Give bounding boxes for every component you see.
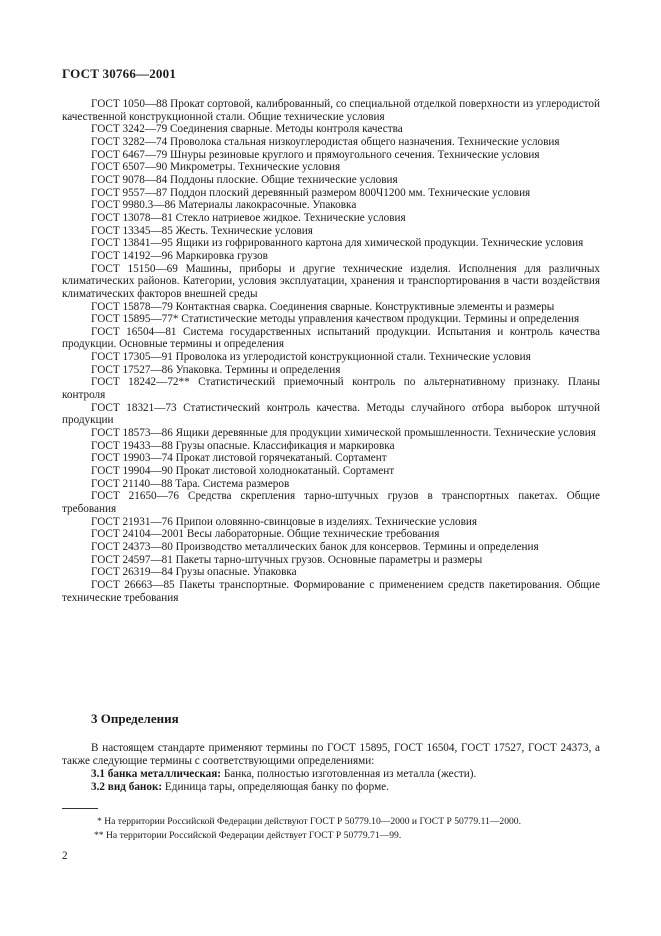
definition-item	[62, 768, 600, 781]
reference-item: ГОСТ 18573—86 Ящики деревянные для продукции химической промышленности. Технические условия	[91, 427, 596, 440]
footnote: * На территории Российской Федерации действуют ГОСТ Р 50779.10—2000 и ГОСТ Р 50779.11—2000.	[97, 816, 522, 827]
reference-item: ГОСТ 21650—76 Средства скрепления тарно-штучных грузов в транспортных пакетах. Общие требования	[62, 490, 600, 515]
definition-text: Единица тары, определяющая банку по форме.	[162, 781, 389, 793]
reference-item: ГОСТ 21931—76 Припои оловянно-свинцовые в изделиях. Технические условия	[91, 515, 478, 528]
footnote-divider	[62, 808, 98, 809]
document-header: ГОСТ 30766—2001	[62, 66, 177, 81]
reference-item: ГОСТ 17305—91 Проволока из углеродистой конструкционной стали. Технические условия	[91, 351, 531, 364]
normative-references-list	[62, 98, 600, 604]
definition-item	[62, 781, 600, 794]
reference-item: ГОСТ 19904—90 Прокат листовой холоднокатаный. Сортамент	[91, 465, 395, 478]
reference-item: ГОСТ 18242—72** Статистический приемочный контроль по альтернативному признаку. Планы контроля	[62, 376, 600, 402]
reference-item: ГОСТ 9078—84 Поддоны плоские. Общие технические условия	[91, 173, 398, 186]
reference-item: ГОСТ 16504—81 Система государственных испытаний продукции. Испытания и контроль качества продукции. Основные термины и определения	[62, 325, 600, 351]
reference-item: ГОСТ 3282—74 Проволока стальная низкоуглеродистая общего назначения. Технические условия	[91, 135, 560, 148]
reference-item: ГОСТ 13078—81 Стекло натриевое жидкое. Технические условия	[91, 211, 406, 224]
reference-item: ГОСТ 6507—90 Микрометры. Технические условия	[91, 161, 341, 174]
reference-item: ГОСТ 14192—96 Маркировка грузов	[91, 249, 268, 262]
definition-text: Банка, полностью изготовленная из металла (жести).	[221, 768, 477, 780]
reference-item: ГОСТ 1050—88 Прокат сортовой, калиброванный, со специальной отделкой поверхности из углеродистой качественной конструкционной стали. Общие технические условия	[62, 98, 600, 123]
reference-item: ГОСТ 24597—81 Пакеты тарно-штучных грузов. Основные параметры и размеры	[91, 553, 483, 566]
reference-item: ГОСТ 9557—87 Поддон плоский деревянный размером 800Ч1200 мм. Технические условия	[91, 186, 531, 199]
reference-item: ГОСТ 24373—80 Производство металлических банок для консервов. Термины и определения	[91, 540, 539, 553]
footnote: ** На территории Российской Федерации действует ГОСТ Р 50779.71—99.	[94, 830, 402, 841]
reference-item: ГОСТ 17527—86 Упаковка. Термины и определения	[91, 363, 341, 376]
intro-paragraph: В настоящем стандарте применяют термины по ГОСТ 15895, ГОСТ 16504, ГОСТ 17527, ГОСТ 24373, а также следующие термины с соответствующими определениями:	[62, 742, 600, 767]
reference-item: ГОСТ 13841—95 Ящики из гофрированного картона для химической продукции. Технические условия	[91, 237, 584, 250]
reference-item: ГОСТ 9980.3—86 Материалы лакокрасочные. Упаковка	[91, 199, 357, 212]
reference-item: ГОСТ 26319—84 Грузы опасные. Упаковка	[91, 566, 297, 579]
reference-item: ГОСТ 15878—79 Контактная сварка. Соединения сварные. Конструктивные элементы и размеры	[91, 300, 555, 313]
reference-item: ГОСТ 24104—2001 Весы лабораторные. Общие технические требования	[91, 528, 440, 541]
reference-item: ГОСТ 15150—69 Машины, приборы и другие технические изделия. Исполнения для различных климатических районов. Категории, условия эксплуатации, хранения и транспортирования в части воздействия климатических факторов внешней среды	[62, 262, 600, 300]
reference-item: ГОСТ 3242—79 Соединения сварные. Методы контроля качества	[91, 123, 403, 136]
reference-item: ГОСТ 26663—85 Пакеты транспортные. Формирование с применением средств пакетирования. Общие технические требования	[62, 578, 600, 604]
reference-item: ГОСТ 6467—79 Шнуры резиновые круглого и прямоугольного сечения. Технические условия	[91, 148, 540, 161]
reference-item: ГОСТ 13345—85 Жесть. Технические условия	[91, 224, 313, 237]
reference-item: ГОСТ 21140—88 Тара. Система размеров	[91, 477, 290, 490]
section-title: 3 Определения	[91, 711, 179, 726]
footnotes	[62, 815, 600, 843]
reference-item: ГОСТ 19903—74 Прокат листовой горячекатаный. Сортамент	[91, 452, 387, 465]
definition-term: 3.2 вид банок:	[91, 781, 163, 793]
reference-item: ГОСТ 19433—88 Грузы опасные. Классификация и маркировка	[91, 439, 395, 452]
reference-item: ГОСТ 18321—73 Статистический контроль качества. Методы случайного отбора выборок штучной продукции	[62, 401, 600, 427]
definitions-body	[62, 742, 600, 794]
definition-term: 3.1 банка металлическая:	[91, 768, 222, 780]
page-number: 2	[62, 850, 68, 862]
reference-item: ГОСТ 15895—77* Статистические методы управления качеством продукции. Термины и определения	[91, 313, 580, 326]
